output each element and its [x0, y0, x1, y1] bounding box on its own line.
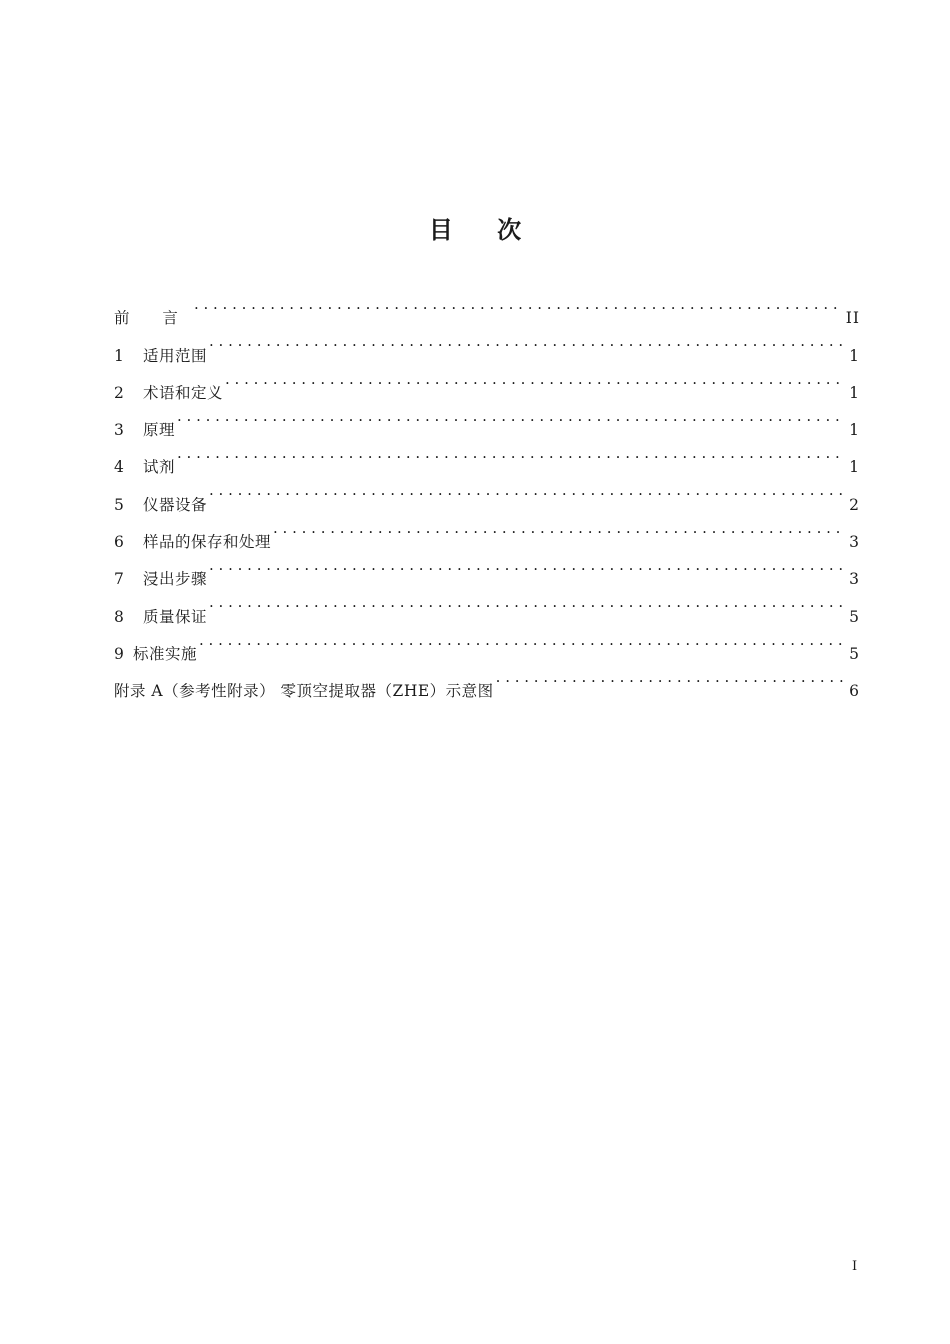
toc-entry-page: 5: [849, 644, 860, 663]
page-title: 目 次: [428, 216, 540, 244]
toc-entry-page: 5: [849, 607, 860, 626]
toc-entry-number: 9: [114, 644, 124, 663]
toc-entry-number: 3: [114, 421, 124, 440]
table-of-contents: [114, 286, 860, 701]
toc-entry-number: 5: [114, 495, 124, 514]
toc-entry-label: 质量保证: [143, 607, 208, 626]
toc-entry-9[interactable]: [114, 622, 860, 663]
toc-entry-number: 1: [114, 346, 124, 365]
toc-entry-label: 仪器设备: [143, 495, 208, 514]
toc-entry-number: 2: [114, 383, 124, 402]
toc-dot-leader: [209, 584, 845, 621]
toc-entry-4[interactable]: [114, 435, 860, 477]
toc-dot-leader: [199, 622, 845, 659]
toc-entry-6[interactable]: [114, 510, 860, 552]
toc-entry-label: 试剂: [143, 458, 176, 477]
toc-dot-leader: [209, 472, 845, 509]
toc-entry-page: 1: [849, 383, 860, 402]
toc-dot-leader: [177, 435, 845, 472]
toc-entry-foreword[interactable]: [114, 286, 860, 328]
toc-entry-number: 4: [114, 458, 124, 477]
toc-entry-page: 2: [849, 495, 860, 514]
toc-entry-7[interactable]: [114, 547, 860, 589]
toc-entry-number: 7: [114, 570, 124, 589]
toc-entry-number: 6: [114, 533, 124, 552]
toc-entry-3[interactable]: [114, 398, 860, 440]
toc-entry-8[interactable]: [114, 584, 860, 626]
toc-dot-leader: [177, 398, 845, 435]
toc-dot-leader: [209, 323, 845, 360]
toc-dot-leader: [225, 361, 845, 398]
toc-entry-label: 原理: [143, 421, 176, 440]
toc-entry-label: 附录 A（参考性附录） 零顶空提取器（ZHE）示意图: [114, 682, 494, 701]
toc-entry-label: 适用范围: [143, 346, 208, 365]
toc-entry-page: 1: [849, 346, 860, 365]
toc-dot-leader: [209, 547, 845, 584]
toc-entry-label: 浸出步骤: [143, 570, 208, 589]
toc-dot-leader: [194, 286, 842, 323]
toc-entry-label: 前 言: [114, 309, 192, 328]
toc-entry-label: 标准实施: [133, 644, 198, 663]
toc-entry-1[interactable]: [114, 323, 860, 365]
toc-dot-leader: [273, 510, 845, 547]
toc-entry-page: 3: [849, 533, 860, 552]
toc-entry-label: 样品的保存和处理: [143, 533, 272, 552]
toc-entry-page: 1: [849, 421, 860, 440]
toc-dot-leader: [496, 659, 845, 696]
toc-entry-page: 6: [849, 682, 860, 701]
toc-entry-2[interactable]: [114, 361, 860, 402]
toc-entry-label: 术语和定义: [143, 383, 224, 402]
toc-entry-page: II: [845, 309, 860, 328]
page-number: I: [852, 1259, 858, 1274]
toc-entry-number: 8: [114, 607, 124, 626]
toc-entry-5[interactable]: [114, 472, 860, 514]
toc-entry-appendix-a[interactable]: [114, 659, 860, 701]
toc-entry-page: 3: [849, 570, 860, 589]
toc-entry-page: 1: [849, 458, 860, 477]
